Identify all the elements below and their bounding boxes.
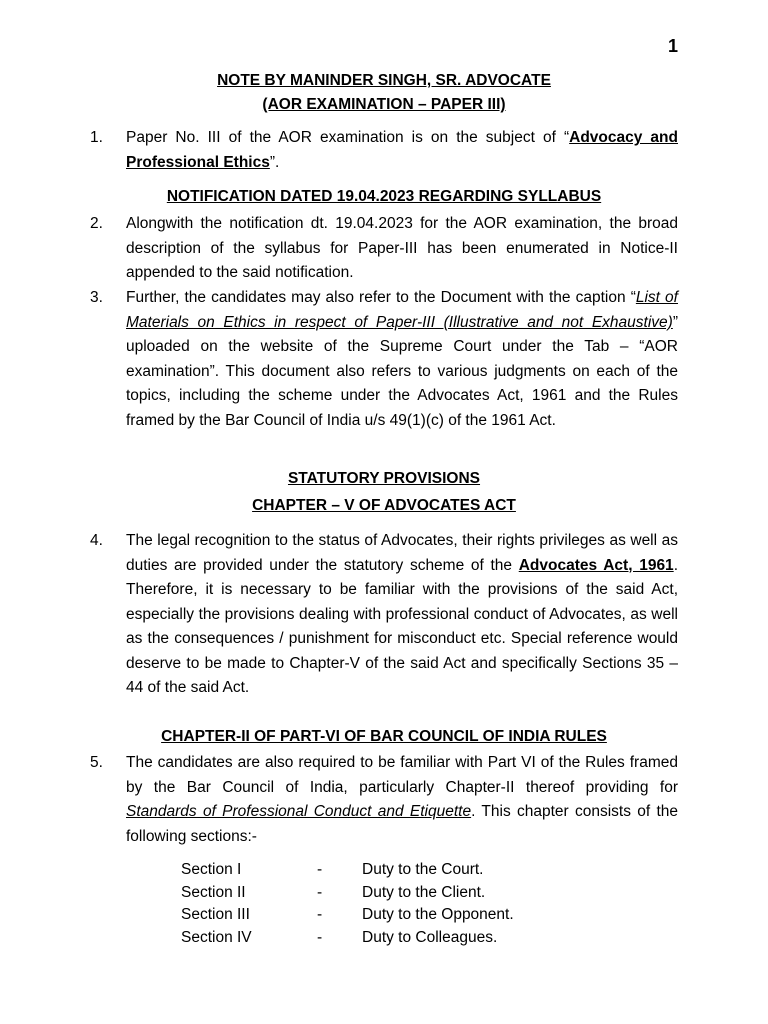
section-heading-bci-rules: CHAPTER-II OF PART-VI OF BAR COUNCIL OF INDIA RULES xyxy=(161,728,607,745)
sections-list xyxy=(181,859,514,949)
section-heading-statutory: STATUTORY PROVISIONS xyxy=(287,470,481,487)
paragraph-4 xyxy=(90,529,678,701)
document-title: NOTE BY MANINDER SINGH, SR. ADVOCATE xyxy=(217,72,551,89)
section-name: Section II xyxy=(181,883,246,901)
section-dash: - xyxy=(317,861,323,878)
section-row xyxy=(181,859,514,882)
act-name-emphasis: Advocates Act, 1961 xyxy=(518,556,674,574)
section-name: Section IV xyxy=(181,928,252,946)
paragraph-text: The candidates are also required to be familiar with Part VI of the Rules framed by the Bar Council of India, particularly Chapter-II thereof providing for xyxy=(126,754,678,796)
section-dash: - xyxy=(317,928,323,946)
section-row xyxy=(181,882,514,905)
paragraph-text: Paper No. III of the AOR examination is on the subject of “ xyxy=(126,129,570,146)
section-name: Section I xyxy=(181,861,242,878)
paragraph-1 xyxy=(90,126,678,175)
section-row xyxy=(181,927,514,950)
paragraph-text: Alongwith the notification dt. 19.04.2023 for the AOR examination, the broad description of the syllabus for Paper-III has been enumerated in Notice-II appended to the said notification. xyxy=(126,215,678,281)
paragraph-text: . Therefore, it is necessary to be familiar with the provisions of the said Act, especially the provisions dealing with professional conduct of Advocates, as well as the consequences / punishment for misconduct etc. Special reference would deserve to be made to Chapter-V of the said Act and specifically Sections 35 – 44 of the said Act. xyxy=(126,556,678,696)
paragraph-number: 1. xyxy=(90,129,103,146)
subject-emphasis: Advocacy and Professional Ethics xyxy=(126,129,678,171)
section-heading-chapter-v: CHAPTER – V OF ADVOCATES ACT xyxy=(252,497,516,514)
paragraph-number: 5. xyxy=(90,754,103,771)
document-subtitle: (AOR EXAMINATION – PAPER III) xyxy=(262,96,506,113)
paragraph-text: ”. xyxy=(269,153,280,171)
paragraph-number: 2. xyxy=(90,215,103,232)
paragraph-text: Further, the candidates may also refer to the Document with the caption “ xyxy=(126,289,636,306)
paragraph-text: . This chapter consists of the following sections:- xyxy=(126,803,678,845)
section-description: Duty to the Client. xyxy=(362,883,486,901)
section-name: Section III xyxy=(181,906,250,923)
page-number: 1 xyxy=(667,36,678,56)
standards-emphasis: Standards of Professional Conduct and Etiquette xyxy=(126,803,472,820)
paragraph-number: 4. xyxy=(90,532,103,549)
paragraph-text: ” uploaded on the website of the Supreme Court under the Tab – “AOR examination”. This document also refers to various judgments on each of the topics, including the scheme under the Advocates Act, 1961 and the Rules framed by the Bar Council of India u/s 49(1)(c) of the 1961 Act. xyxy=(126,313,678,429)
section-heading-notification: NOTIFICATION DATED 19.04.2023 REGARDING SYLLABUS xyxy=(166,188,602,205)
section-row xyxy=(181,904,514,927)
paragraph-text: The legal recognition to the status of Advocates, their rights privileges as well as duties are provided under the statutory scheme of the xyxy=(126,532,678,574)
section-description: Duty to the Court. xyxy=(362,861,484,878)
document-caption-emphasis: List of Materials on Ethics in respect of Paper-III (Illustrative and not Exhaustive) xyxy=(126,289,678,331)
section-dash: - xyxy=(317,906,323,923)
paragraph-number: 3. xyxy=(90,289,103,306)
section-dash: - xyxy=(317,883,323,901)
paragraph-5 xyxy=(90,751,678,849)
section-description: Duty to Colleagues. xyxy=(362,928,498,946)
paragraph-2 xyxy=(90,212,678,286)
paragraph-3 xyxy=(90,286,678,433)
section-description: Duty to the Opponent. xyxy=(362,906,514,923)
